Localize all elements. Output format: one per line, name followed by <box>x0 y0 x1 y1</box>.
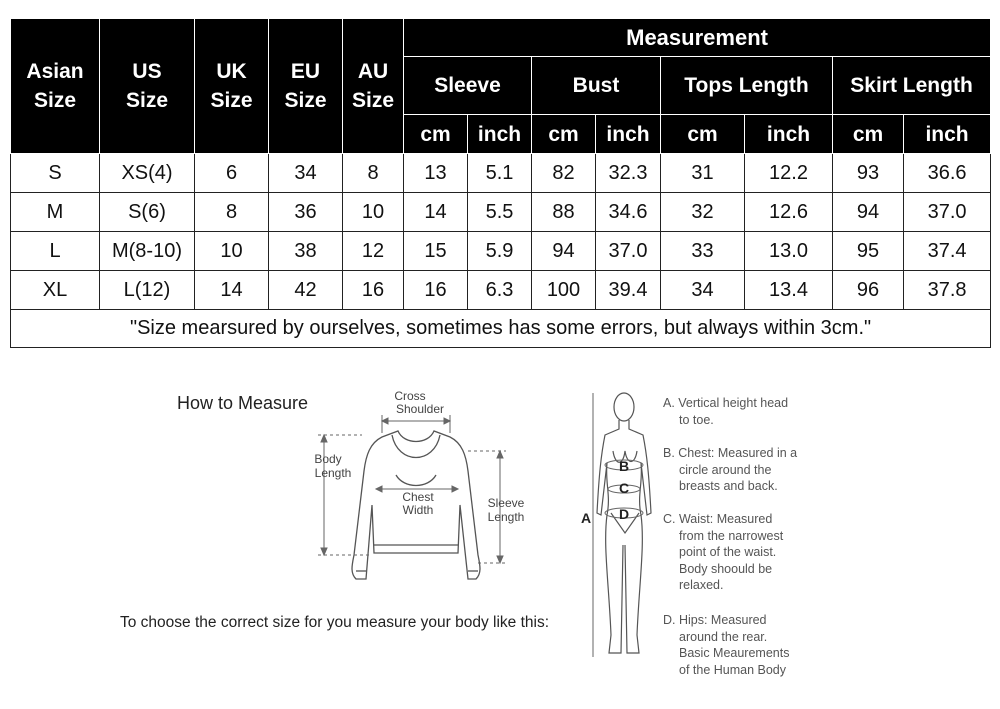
cross-label: Cross <box>394 389 426 403</box>
table-cell: 36.6 <box>904 154 991 193</box>
header-unit-inch: inch <box>745 115 833 154</box>
header-unit-inch: inch <box>596 115 661 154</box>
table-cell: 13.4 <box>745 271 833 310</box>
table-cell: 16 <box>404 271 468 310</box>
table-cell: 34.6 <box>596 193 661 232</box>
table-cell: XS(4) <box>100 154 195 193</box>
table-cell: 5.1 <box>468 154 532 193</box>
table-cell: 42 <box>269 271 343 310</box>
sleeve-length-label: Length <box>487 510 525 524</box>
table-cell: 32.3 <box>596 154 661 193</box>
table-cell: 13 <box>404 154 468 193</box>
legend-c: C. Waist: Measured from the narrowest point of the waist. Body shoould be relaxed. <box>663 512 784 592</box>
table-cell: 12.6 <box>745 193 833 232</box>
legend-a: A. Vertical height head to toe. <box>663 396 789 427</box>
table-cell: 93 <box>833 154 904 193</box>
table-row <box>11 271 991 310</box>
body-length-label: Length <box>314 466 352 480</box>
table-cell: XL <box>11 271 100 310</box>
header-us-size: US Size <box>100 19 195 154</box>
table-cell: 14 <box>404 193 468 232</box>
table-cell: M(8-10) <box>100 232 195 271</box>
header-unit-cm: cm <box>661 115 745 154</box>
table-cell: 10 <box>195 232 269 271</box>
table-cell: 39.4 <box>596 271 661 310</box>
table-cell: L(12) <box>100 271 195 310</box>
table-row <box>11 154 991 193</box>
table-cell: 34 <box>661 271 745 310</box>
table-cell: 12 <box>343 232 404 271</box>
table-cell: 14 <box>195 271 269 310</box>
table-cell: 31 <box>661 154 745 193</box>
size-chart-table <box>10 18 991 348</box>
chest-label: Chest <box>402 490 434 504</box>
table-cell: 94 <box>532 232 596 271</box>
header-au-size: AU Size <box>343 19 404 154</box>
measurement-note: "Size mearsured by ourselves, sometimes has some errors, but always within 3cm." <box>11 310 991 348</box>
header-bust: Bust <box>532 57 661 115</box>
table-cell: 32 <box>661 193 745 232</box>
table-cell: 16 <box>343 271 404 310</box>
table-cell: 36 <box>269 193 343 232</box>
header-skirt-length: Skirt Length <box>833 57 991 115</box>
header-measurement: Measurement <box>404 19 991 57</box>
letter-a: A <box>581 510 592 526</box>
table-cell: 5.9 <box>468 232 532 271</box>
table-cell: 95 <box>833 232 904 271</box>
header-eu-size: EU Size <box>269 19 343 154</box>
header-unit-cm: cm <box>404 115 468 154</box>
table-cell: 10 <box>343 193 404 232</box>
table-cell: 88 <box>532 193 596 232</box>
instruction-text: To choose the correct size for you measure your body like this: <box>120 614 550 631</box>
letter-c: C <box>619 480 630 496</box>
header-uk-size: UK Size <box>195 19 269 154</box>
table-cell: 5.5 <box>468 193 532 232</box>
table-cell: 37.0 <box>596 232 661 271</box>
table-cell: 13.0 <box>745 232 833 271</box>
table-cell: 37.8 <box>904 271 991 310</box>
header-unit-cm: cm <box>833 115 904 154</box>
body-label: Body <box>314 452 342 466</box>
width-label: Width <box>402 503 434 517</box>
table-cell: 15 <box>404 232 468 271</box>
table-cell: S <box>11 154 100 193</box>
header-asian-size: Asian Size <box>11 19 100 154</box>
header-unit-cm: cm <box>532 115 596 154</box>
table-cell: 8 <box>195 193 269 232</box>
shoulder-label: Shoulder <box>395 402 445 416</box>
letter-b: B <box>619 458 630 474</box>
sleeve-label: Sleeve <box>487 496 525 510</box>
legend-d: D. Hips: Measured around the rear. Basic Meaurements of the Human Body <box>663 613 790 677</box>
table-cell: 100 <box>532 271 596 310</box>
table-cell: 12.2 <box>745 154 833 193</box>
legend-b: B. Chest: Measured in a circle around the breasts and back. <box>663 446 798 493</box>
table-cell: 37.0 <box>904 193 991 232</box>
body-figure-diagram <box>575 385 660 675</box>
table-row <box>11 232 991 271</box>
sweater-measure-diagram <box>300 385 540 600</box>
header-unit-inch: inch <box>904 115 991 154</box>
header-unit-inch: inch <box>468 115 532 154</box>
letter-d: D <box>619 506 630 522</box>
table-cell: 96 <box>833 271 904 310</box>
table-cell: L <box>11 232 100 271</box>
table-cell: 38 <box>269 232 343 271</box>
how-to-measure-title: How to Measure <box>177 393 309 413</box>
table-cell: 33 <box>661 232 745 271</box>
table-cell: 34 <box>269 154 343 193</box>
table-cell: 94 <box>833 193 904 232</box>
table-row <box>11 193 991 232</box>
table-cell: 8 <box>343 154 404 193</box>
header-sleeve: Sleeve <box>404 57 532 115</box>
table-cell: S(6) <box>100 193 195 232</box>
header-tops-length: Tops Length <box>661 57 833 115</box>
table-cell: M <box>11 193 100 232</box>
table-cell: 6 <box>195 154 269 193</box>
table-cell: 6.3 <box>468 271 532 310</box>
table-cell: 82 <box>532 154 596 193</box>
table-cell: 37.4 <box>904 232 991 271</box>
